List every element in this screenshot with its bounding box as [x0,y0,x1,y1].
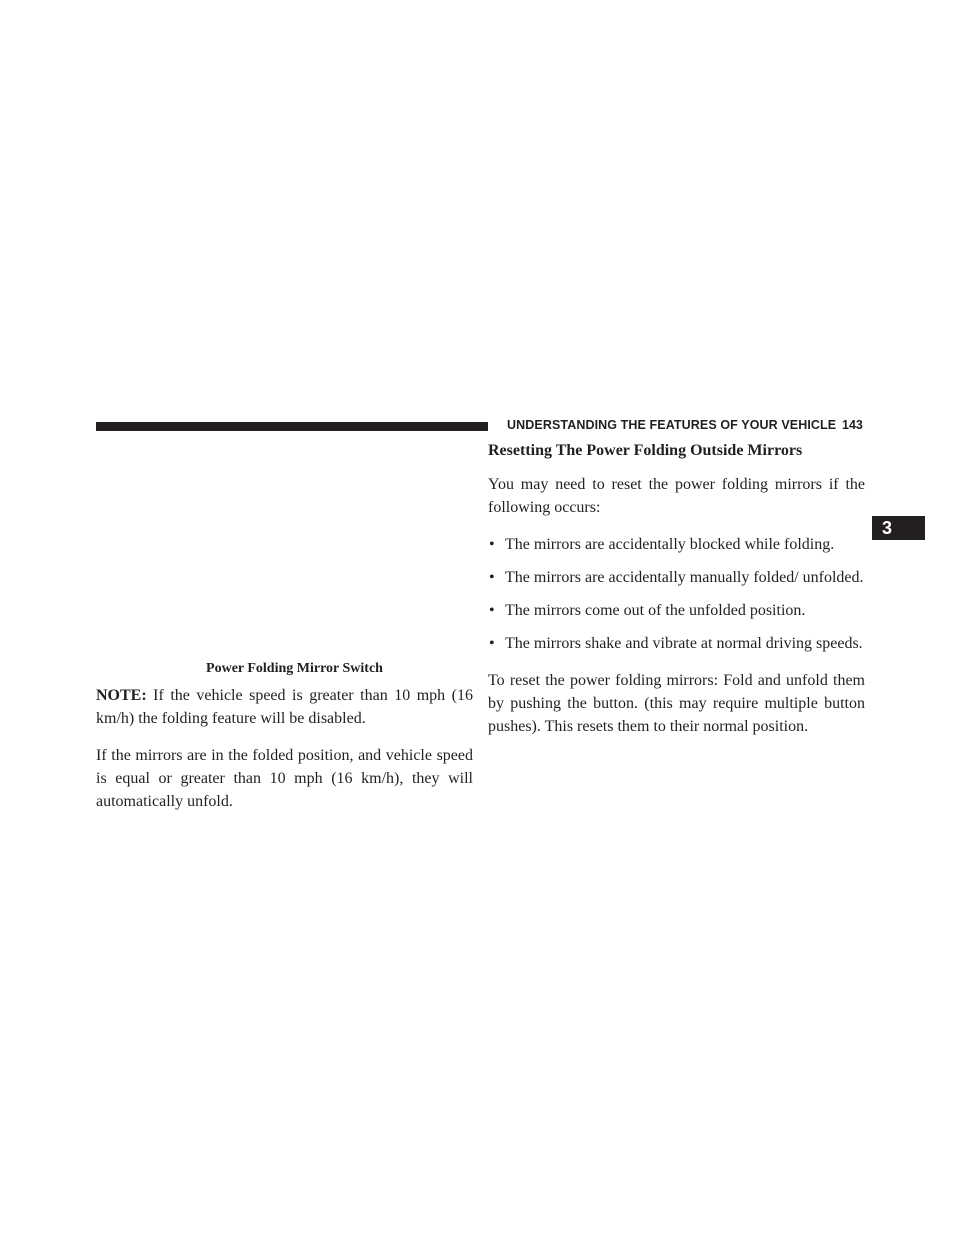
conditions-list [488,533,865,655]
list-item [488,632,865,655]
unfold-paragraph: If the mirrors are in the folded position, and vehicle speed is equal or greater than 10 mph (16 km/h), they will automatically unfold. [96,747,473,810]
chapter-number: 3 [882,518,893,538]
header-rule [96,422,488,431]
list-item [488,533,865,556]
list-item-text: The mirrors shake and vibrate at normal driving speeds. [505,635,863,652]
list-item-text: The mirrors are accidentally manually folded/ unfolded. [505,569,864,586]
section-heading: Resetting The Power Folding Outside Mirrors [488,442,803,459]
intro-paragraph: You may need to reset the power folding mirrors if the following occurs: [488,476,865,516]
figure-caption: Power Folding Mirror Switch [206,661,383,676]
list-item [488,566,865,589]
right-column [488,440,865,752]
bullet-icon: • [489,602,495,619]
list-item [488,599,865,622]
note-paragraph [96,684,473,730]
page-number: 143 [842,418,863,432]
list-item-text: The mirrors are accidentally blocked while folding. [505,536,835,553]
note-text: If the vehicle speed is greater than 10 mph (16 km/h) the folding feature will be disabled. [96,687,473,727]
left-column [96,660,473,827]
chapter-tab [872,516,925,540]
bullet-icon: • [489,569,495,586]
running-header-title: UNDERSTANDING THE FEATURES OF YOUR VEHICLE [507,418,837,432]
bullet-icon: • [489,536,495,553]
bullet-icon: • [489,635,495,652]
reset-instructions: To reset the power folding mirrors: Fold and unfold them by pushing the button. (this may require multiple button pushes). This resets them to their normal position. [488,672,865,735]
note-label: NOTE: [96,687,147,704]
list-item-text: The mirrors come out of the unfolded position. [505,602,806,619]
